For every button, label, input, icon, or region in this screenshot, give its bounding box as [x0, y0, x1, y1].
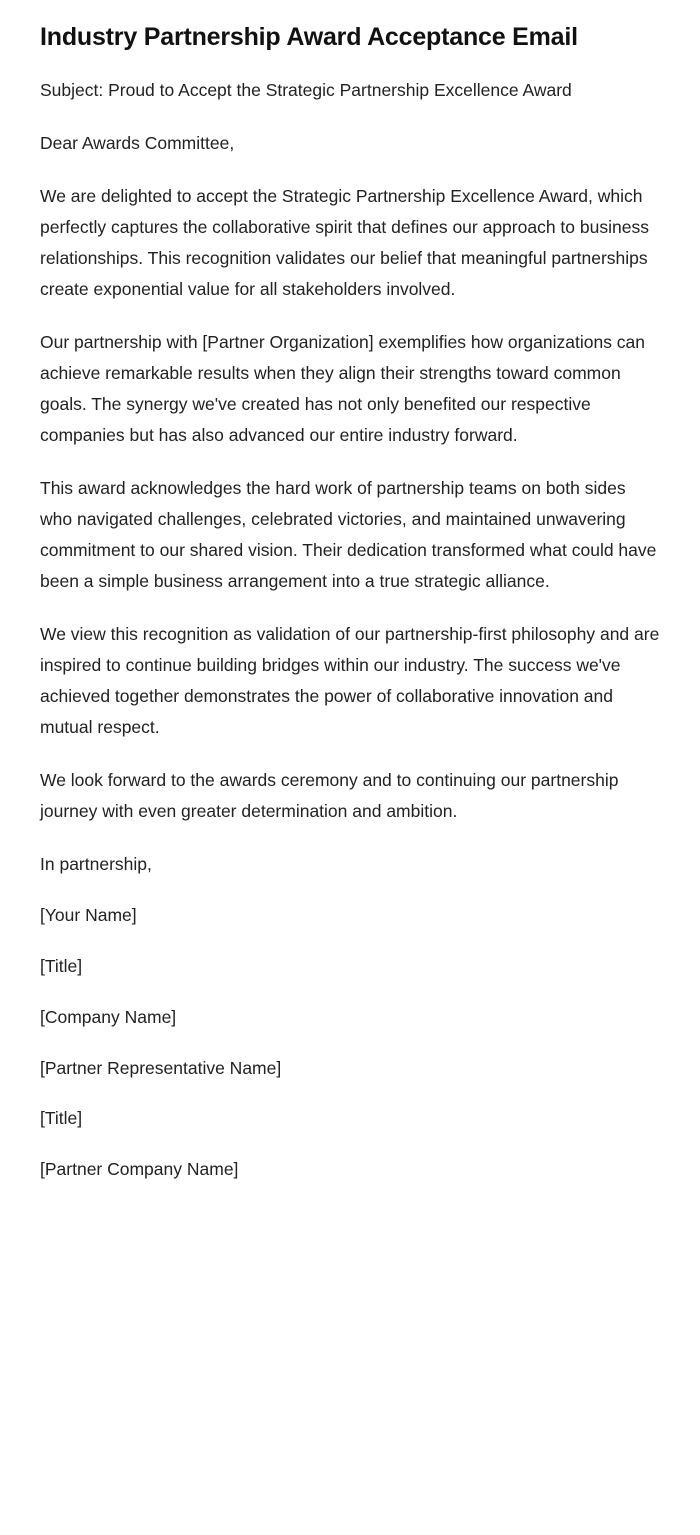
- email-subject-line: Subject: Proud to Accept the Strategic Partnership Excellence Award: [40, 80, 572, 101]
- signature-title: [Title]: [40, 955, 83, 976]
- body-paragraph-4: We view this recognition as validation of our partnership-first philosophy and are inspired to continue building bridges within our industry. The success we've achieved together demonstrates the power of collaborative innovation and mutual respect.: [40, 623, 660, 737]
- closing-line: In partnership,: [40, 853, 152, 874]
- body-paragraph-1: We are delighted to accept the Strategic Partnership Excellence Award, which perfectly captures the collaborative spirit that defines our approach to business relationships. This recognition validates our belief that meaningful partnerships create exponential value for all stakeholders involved.: [40, 186, 649, 300]
- signature-your-name: [Your Name]: [40, 904, 137, 925]
- signature-company-name: [Company Name]: [40, 1006, 177, 1027]
- body-paragraph-5: We look forward to the awards ceremony and to continuing our partnership journey with even greater determination and ambition.: [40, 769, 619, 821]
- signature-partner-representative-name: [Partner Representative Name]: [40, 1057, 282, 1078]
- body-paragraph-2: Our partnership with [Partner Organization] exemplifies how organizations can achieve remarkable results when they align their strengths toward common goals. The synergy we've created has not only benefited our respective companies but has also advanced our entire industry forward.: [40, 332, 646, 445]
- page-title: Industry Partnership Award Acceptance Email: [40, 23, 578, 51]
- signature-partner-title: [Title]: [40, 1108, 83, 1129]
- signature-partner-company-name: [Partner Company Name]: [40, 1159, 239, 1180]
- body-paragraph-3: This award acknowledges the hard work of partnership teams on both sides who navigated challenges, celebrated victories, and maintained unwavering commitment to our shared vision. Their dedication transformed what could have been a simple business arrangement into a true strategic alliance.: [40, 477, 657, 591]
- salutation: Dear Awards Committee,: [40, 133, 235, 154]
